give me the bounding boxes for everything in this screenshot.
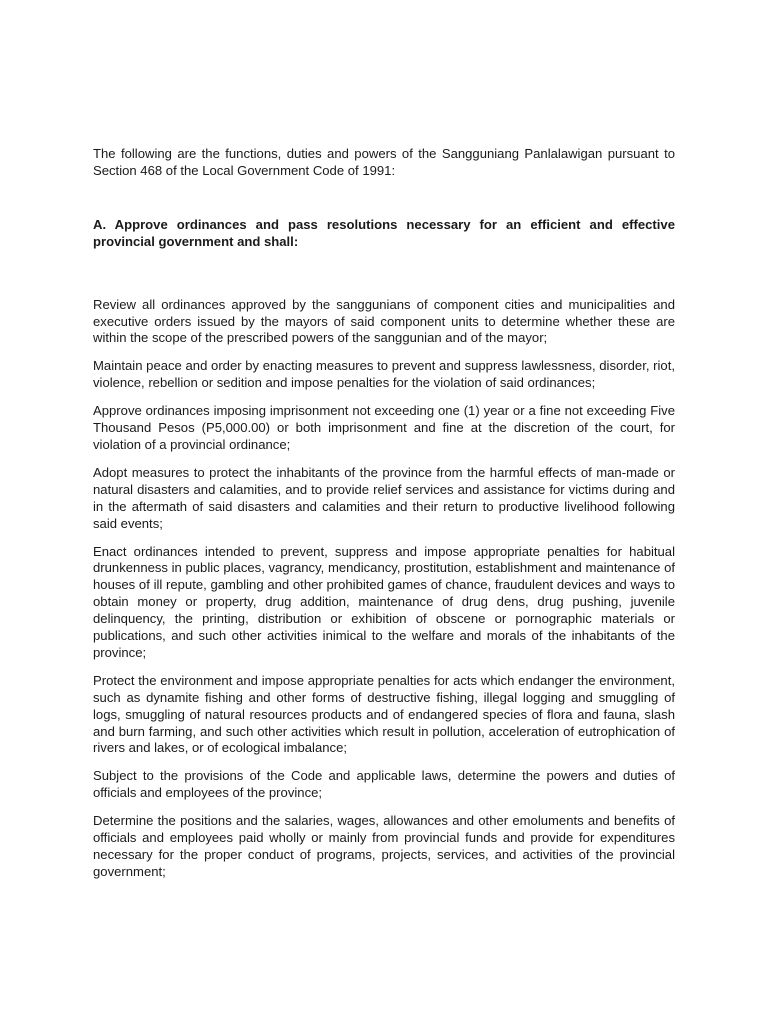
duties-list (93, 297, 675, 881)
intro-paragraph: The following are the functions, duties and powers of the Sangguniang Panlalawigan pursuant to Section 468 of the Local Government Code of 1991: (93, 146, 675, 178)
section-heading: A. Approve ordinances and pass resolutions necessary for an efficient and effective provincial government and shall: (93, 216, 675, 249)
duty-paragraph: Maintain peace and order by enacting measures to prevent and suppress lawlessness, disorder, riot, violence, rebellion or sedition and impose penalties for the violation of said ordinances; (93, 358, 675, 391)
duty-paragraph: Subject to the provisions of the Code and applicable laws, determine the powers and duties of officials and employees of the province; (93, 768, 675, 801)
duty-paragraph: Determine the positions and the salaries, wages, allowances and other emoluments and benefits of officials and employees paid wholly or mainly from provincial funds and provide for expenditures necessary for the proper conduct of programs, projects, services, and activities of the provincial government; (93, 813, 675, 879)
document-body (93, 146, 675, 892)
duty-paragraph: Enact ordinances intended to prevent, suppress and impose appropriate penalties for habitual drunkenness in public places, vagrancy, mendicancy, prostitution, establishment and maintenance of houses of ill repute, gambling and other prohibited games of chance, fraudulent devices and ways to obtain money or property, drug addition, maintenance of drug dens, drug pushing, juvenile delinquency, the printing, distribution or exhibition of obscene or pornographic materials or publications, and such other activities inimical to the welfare and morals of the inhabitants of the province; (93, 543, 675, 660)
duty-paragraph: Adopt measures to protect the inhabitants of the province from the harmful effects of man-made or natural disasters and calamities, and to provide relief services and assistance for victims during and in the aftermath of said disasters and calamities and their return to productive livelihood following said events; (93, 464, 675, 531)
duty-paragraph: Review all ordinances approved by the sanggunians of component cities and municipalities and executive orders issued by the mayors of said component units to determine whether these are within the scope of the prescribed powers of the sanggunian and of the mayor; (93, 296, 675, 346)
duty-paragraph: Approve ordinances imposing imprisonment not exceeding one (1) year or a fine not exceeding Five Thousand Pesos (P5,000.00) or both imprisonment and fine at the discretion of the court, for violation of a provincial ordinance; (93, 403, 675, 452)
duty-paragraph: Protect the environment and impose appropriate penalties for acts which endanger the environment, such as dynamite fishing and other forms of destructive fishing, illegal logging and smuggling of logs, smuggling of natural resources products and of endangered species of flora and fauna, slash and burn farming, and such other activities which result in pollution, acceleration of eutrophication of rivers and lakes, or of ecological imbalance; (93, 672, 675, 756)
